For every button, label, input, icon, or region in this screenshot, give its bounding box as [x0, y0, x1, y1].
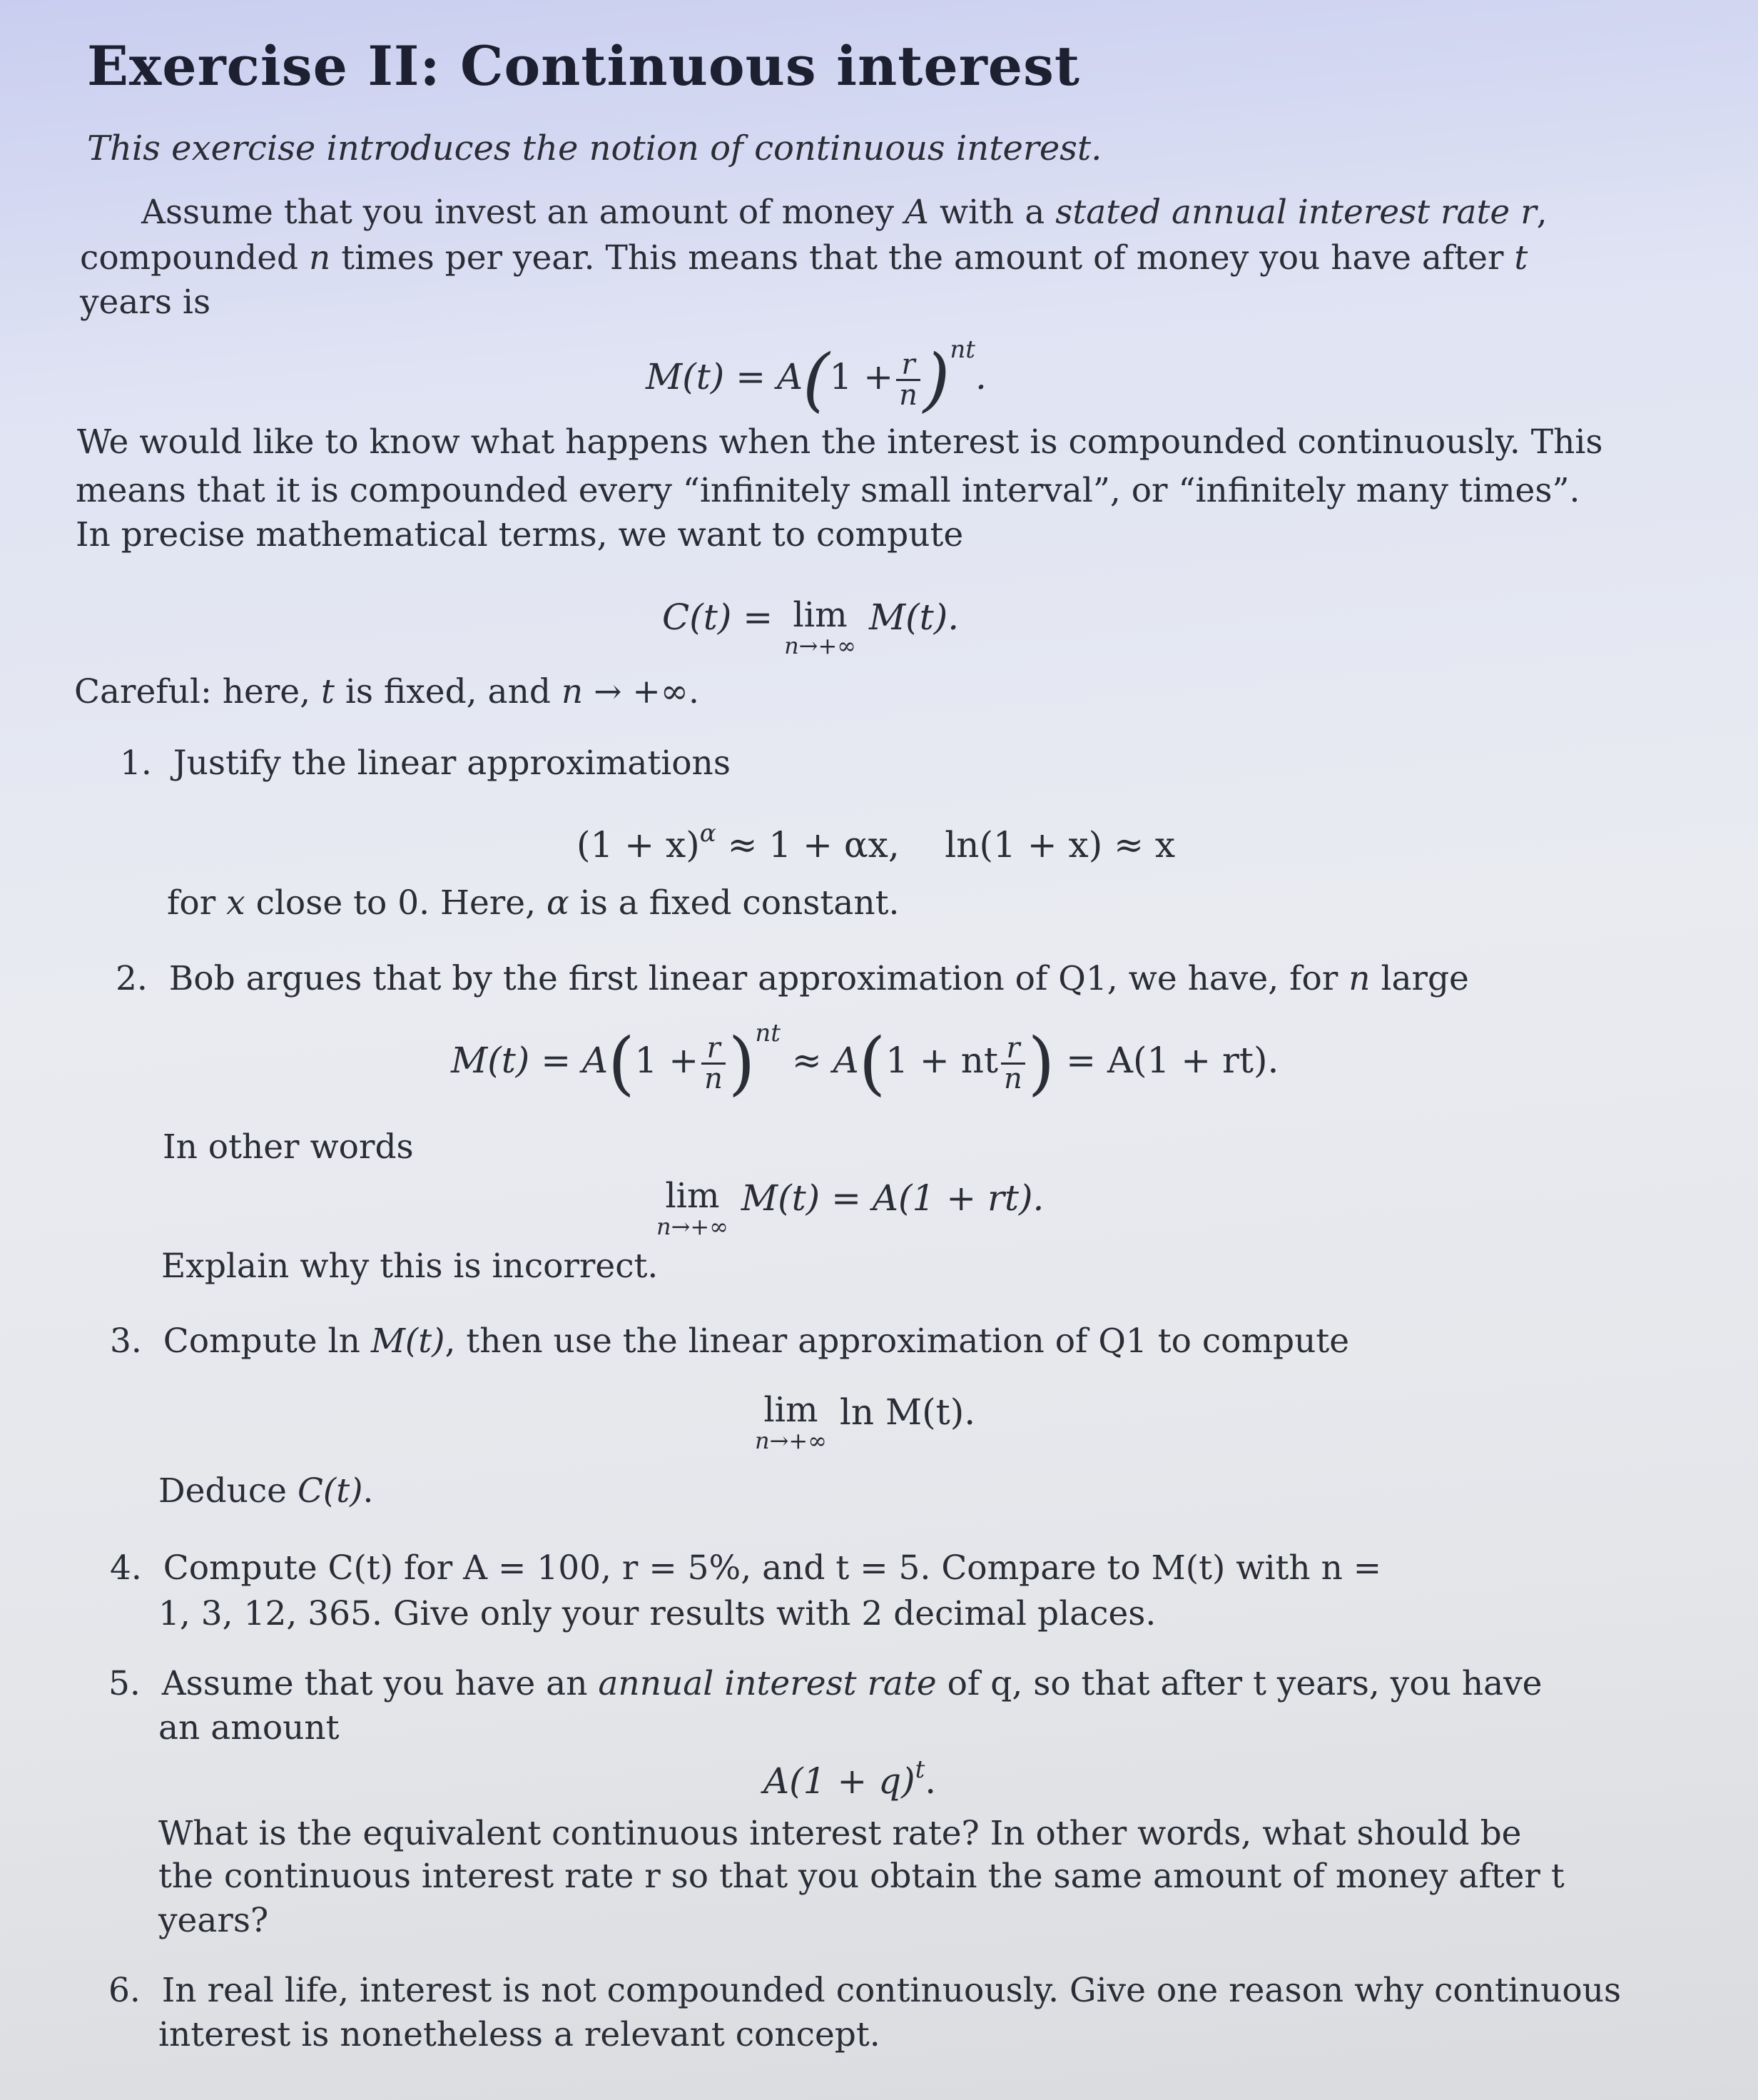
para2-line1: We would like to know what happens when the interest is compounded continuously. This	[77, 422, 1603, 462]
careful-note: Careful: here, t is fixed, and n → +∞.	[74, 672, 699, 711]
para2-line2: means that it is compounded every “infinitely small interval”, or “infinitely many times”.	[76, 471, 1580, 510]
q3-deduce: Deduce C(t).	[158, 1471, 374, 1511]
q3-line: 3. Compute ln M(t), then use the linear approximation of Q1 to compute	[110, 1322, 1350, 1361]
q4-line2: 1, 3, 12, 365. Give only your results with 2 decimal places.	[158, 1594, 1157, 1633]
page-title: Exercise II: Continuous interest	[87, 34, 1080, 98]
q6-line2: interest is nonetheless a relevant concept.	[158, 2015, 880, 2054]
q5-line5: years?	[158, 1901, 269, 1940]
intro-text: This exercise introduces the notion of continuous interest.	[87, 128, 1102, 168]
q1-number: 1.	[120, 744, 152, 783]
q2-other-words: In other words	[163, 1127, 414, 1167]
q1-after: for x close to 0. Here, α is a fixed constant.	[167, 883, 900, 923]
q2-equation: M(t) = A(1 + $\frac{r}{n}$ )$^{nt}$ ≈ A(1 + nt $\frac{r}{n}$ ) = A(1 + rt).	[451, 1019, 1279, 1103]
q5-line2: an amount	[158, 1708, 340, 1748]
q5-number: 5.	[108, 1664, 141, 1703]
q5-line3: What is the equivalent continuous interest rate? In other words, what should be	[158, 1814, 1522, 1853]
q2-limit-equation: lim n→+∞ M(t) = A(1 + rt).	[656, 1176, 1045, 1240]
q5-line1: 5. Assume that you have an annual interest rate of q, so that after t years, you have	[108, 1664, 1543, 1703]
q2-explain: Explain why this is incorrect.	[161, 1247, 659, 1286]
q2-line: 2. Bob argues that by the first linear approximation of Q1, we have, for n large	[116, 959, 1469, 998]
q6-line1: 6. In real life, interest is not compounded continuously. Give one reason why continuous	[108, 1971, 1622, 2010]
para2-line3: In precise mathematical terms, we want to compute	[76, 515, 964, 554]
equation-compound-interest: M(t) = A(1 + $\frac{r}{n}$ )$^{nt}$.	[646, 335, 987, 420]
q1-equation: $(1 + x)^\alpha \approx 1 + \alpha x$, ln(1 + x) ≈ x	[576, 819, 1176, 866]
para1-line2: compounded n times per year. This means that the amount of money you have after t	[80, 238, 1528, 278]
q3-number: 3.	[110, 1322, 142, 1361]
equation-continuous-limit: C(t) = lim n→+∞ M(t).	[662, 595, 960, 659]
q4-number: 4.	[110, 1548, 142, 1588]
q1-line: 1. Justify the linear approximations	[120, 744, 731, 783]
q6-number: 6.	[108, 1971, 141, 2010]
para1-line3: years is	[80, 283, 211, 322]
q3-limit-equation: lim n→+∞ ln M(t).	[755, 1390, 976, 1454]
q4-line1: 4. Compute C(t) for A = 100, r = 5%, and t = 5. Compare to M(t) with n =	[110, 1548, 1382, 1588]
q2-number: 2.	[116, 959, 148, 998]
q5-equation: $A(1 + q)^t$.	[763, 1755, 937, 1802]
q5-line4: the continuous interest rate r so that you obtain the same amount of money after t	[158, 1857, 1565, 1896]
para1-line1: Assume that you invest an amount of money A with a stated annual interest rate r,	[141, 193, 1548, 232]
